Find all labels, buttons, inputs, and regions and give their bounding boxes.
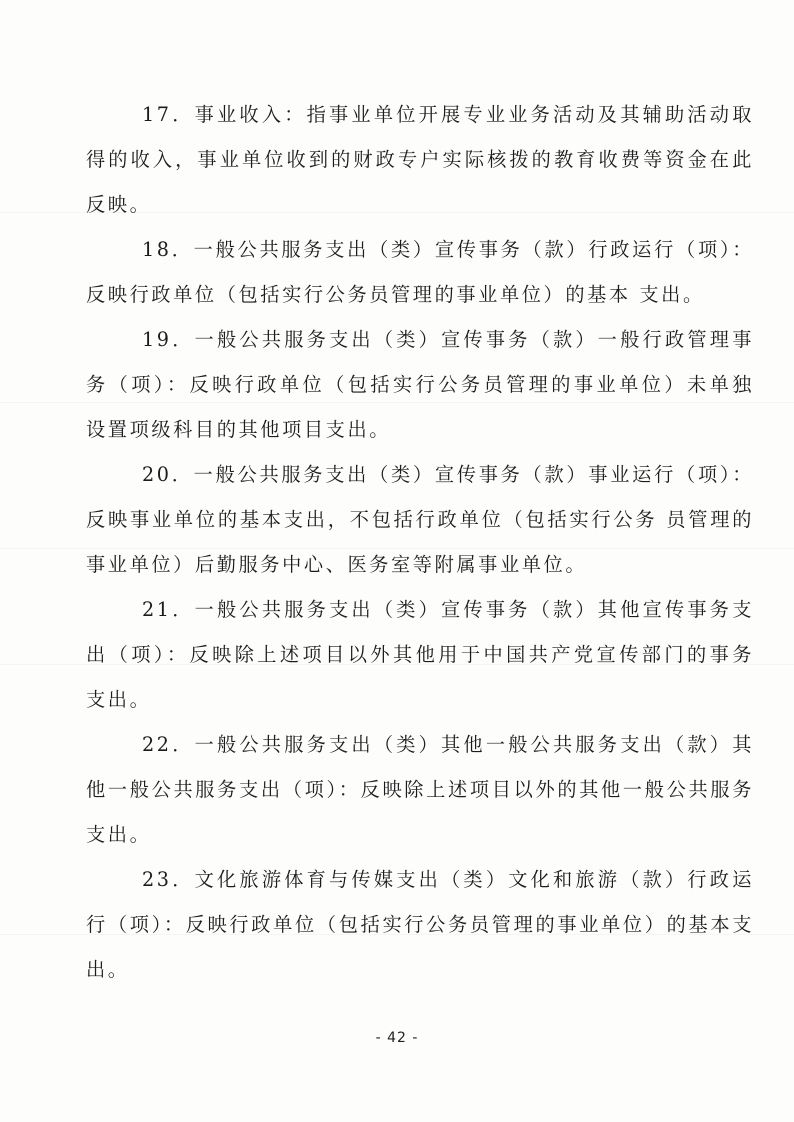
paragraph-17: 17．事业收入：指事业单位开展专业业务活动及其辅助活动取得的收入，事业单位收到的财政专户实际核拨的教育收费等资金在此反映。 bbox=[86, 103, 754, 216]
paragraph-20: 20．一般公共服务支出（类）宣传事务（款）事业运行（项）：反映事业单位的基本支出，不包括行政单位（包括实行公务 员管理的事业单位）后勤服务中心、医务室等附属事业单位。 bbox=[86, 463, 754, 576]
paragraph-22: 22．一般公共服务支出（类）其他一般公共服务支出（款）其他一般公共服务支出（项）：反映除上述项目以外的其他一般公共服务支出。 bbox=[86, 733, 754, 846]
page-number: - 42 - bbox=[375, 1030, 419, 1046]
paragraph-18: 18．一般公共服务支出（类）宣传事务（款）行政运行（项）：反映行政单位（包括实行公务员管理的事业单位）的基本 支出。 bbox=[86, 238, 754, 306]
paragraph-21: 21．一般公共服务支出（类）宣传事务（款）其他宣传事务支出（项）：反映除上述项目以外其他用于中国共产党宣传部门的事务 支出。 bbox=[86, 598, 754, 711]
paragraph-23: 23．文化旅游体育与传媒支出（类）文化和旅游（款）行政运行（项）：反映行政单位（包括实行公务员管理的事业单位）的基本支出。 bbox=[86, 868, 754, 981]
body-text bbox=[86, 92, 754, 992]
paragraph-19: 19．一般公共服务支出（类）宣传事务（款）一般行政管理事务（项）：反映行政单位（包括实行公务员管理的事业单位）未单独 设置项级科目的其他项目支出。 bbox=[86, 328, 754, 441]
